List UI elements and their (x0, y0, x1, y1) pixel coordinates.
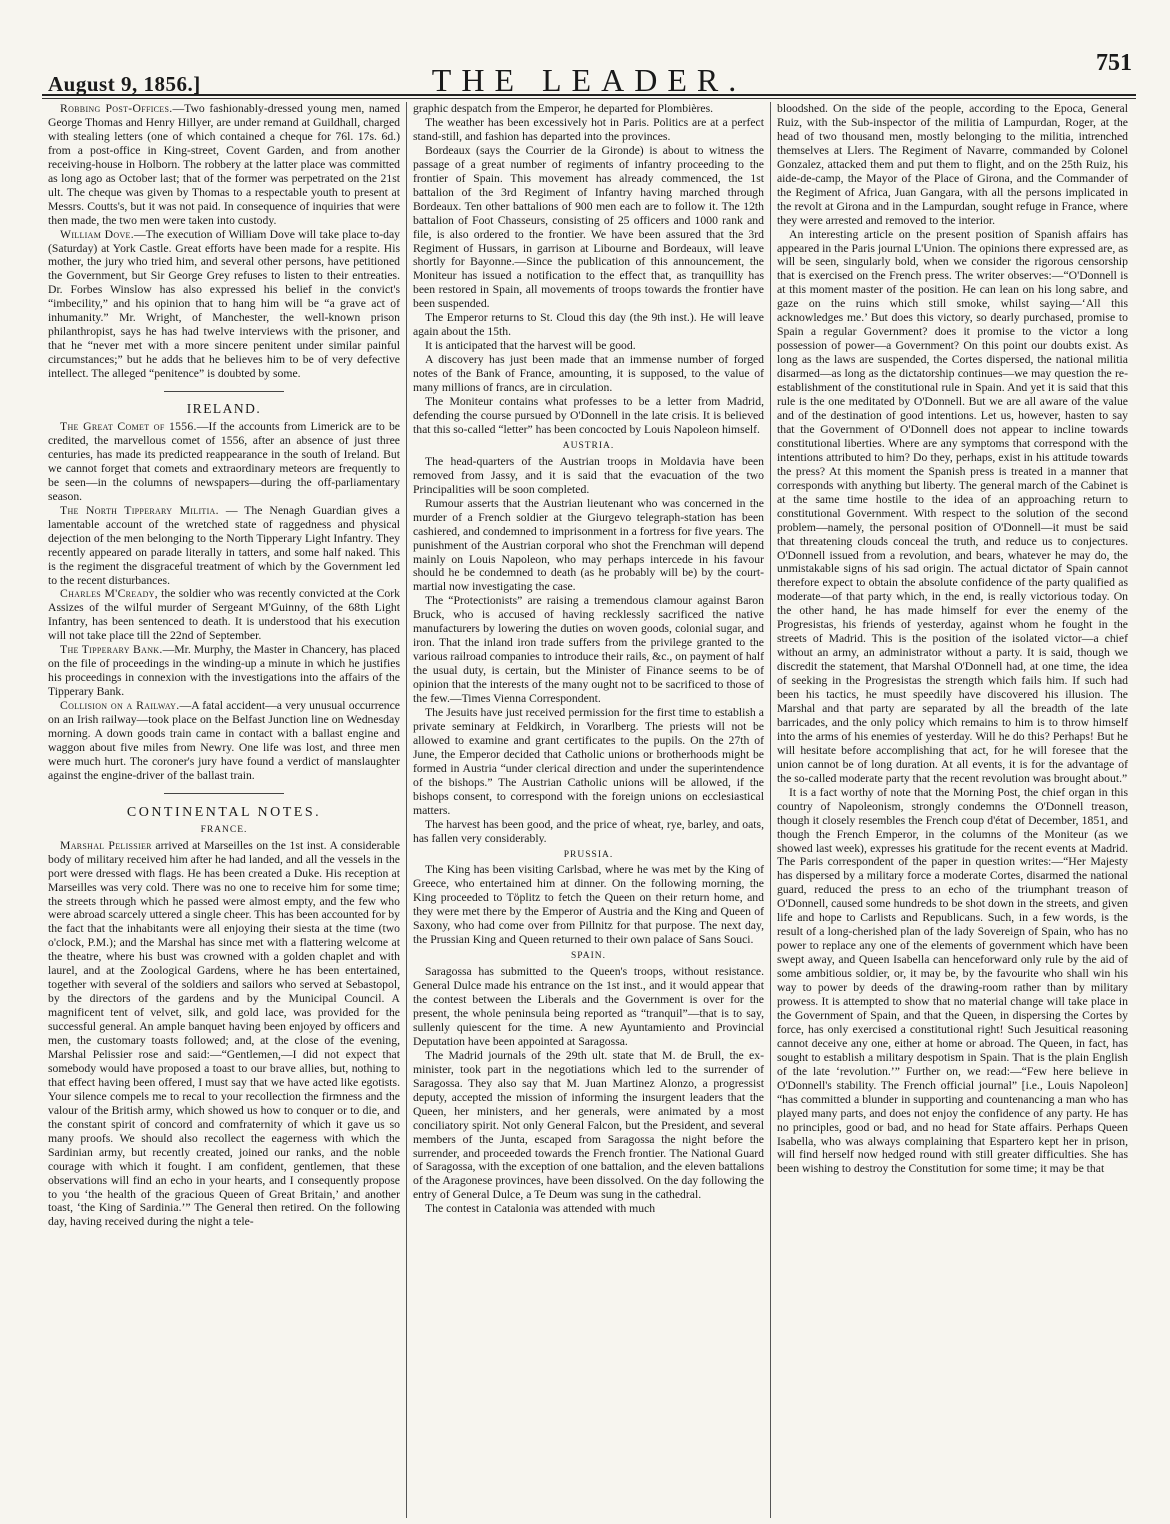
article-lead: Collision on a Railway. (60, 699, 180, 713)
article-paragraph (413, 1202, 764, 1216)
article-paragraph (413, 594, 764, 706)
masthead (42, 50, 1136, 96)
newspaper-title: THE LEADER. (431, 62, 747, 98)
article-text: It is a fact worthy of note that the Morning Post, the chief organ in this country of Napoleonism, strongly condemns the O'Donnell treason, though it closely resembles the French coup d'état of December, 1851, and though the French Emperor, in the columns of the Moniteur (as we showed last week), expresses his gratitude for the recent events at Madrid. The Paris correspondent of the paper in question writes:—“Her Majesty has dispersed by a military force a moderate Cortes, disarmed the national guard, reduced the press to an echo of the triumphant treason of O'Donnell, caused some hundreds to be shot down in the streets, and given life and hope to Carlists and Republicans. Such, in a few words, is the result of a long-cherished plan of the lady Sovereign of Spain, who has no power to replace any one of the elements of government which have been swept away, and Queen Isabella can henceforward only rule by the aid of some ambitious soldier, or, it may be, by the favourite who shall win his way to power by deeds of the drawing-room rather than by military prowess. It is attempted to show that no material change will take place in the Government of Spain, and that the Queen, in dispersing the Cortes by force, has only exercised a constitutional right! Such Jesuitical reasoning cannot deceive any one, either at home or abroad. The Queen, in fact, has sought to establish a military despotism in Spain. That is the plain English of the late ‘revolution.’” Further on, we read:—“Few here believe in O'Donnell's stability. The French official journal” [i.e., Louis Napoleon] “has committed a blunder in supporting and countenancing a man who has played many parts, and does not enjoy the confidence of any party. He has no principles, good or bad, and no head for State affairs. Perhaps Queen Isabella, who was always complaining that Espartero kept her in prison, will find herself now hedged round with still greater difficulties. She has been wishing to destroy the Constitution for some time; it may be that (777, 785, 1128, 1176)
article-text: The head-quarters of the Austrian troops in Moldavia have been removed from Jassy, and it is said that the evacuation of the two Principalities will be soon completed. (413, 454, 764, 496)
column-1 (42, 102, 406, 1518)
article-paragraph (48, 699, 400, 783)
article-text: The harvest has been good, and the price of wheat, rye, barley, and oats, has fallen very considerably. (413, 817, 764, 845)
article-paragraph (413, 1049, 764, 1202)
article-paragraph (413, 353, 764, 395)
article-paragraph (413, 311, 764, 339)
article-text: bloodshed. On the side of the people, according to the Epoca, General Ruiz, with the Sub-inspector of the militia of Lampurdan, Roger, at the head of two thousand men, mostly belonging to the militia, intrenched themselves at Llers. The Regiment of Navarre, commanded by Colonel Gonzalez, attacked them and put them to flight, and on the 25th Ruiz, his aide-de-camp, the Mayor of the Place of Girona, and the Commander of the Regiment of Africa, Juan Gangara, with all the persons implicated in the revolt at Girona and in the Lampurdan, sought refuge in France, where they were arrested and removed to the interior. (777, 102, 1128, 227)
article-paragraph (413, 965, 764, 1049)
article-text: —A fatal accident—a very unusual occurrence on an Irish railway—took place on the Belfast Junction line on Wednesday morning. A down goods train came in contact with a ballast engine and waggon about five miles from Newry. One life was lost, and three men were much hurt. The coroner's jury have found a verdict of manslaughter against the engine-driver of the ballast train. (48, 699, 400, 782)
article-paragraph (777, 102, 1128, 228)
article-lead: Robbing Post-Offices. (60, 102, 173, 115)
article-columns (42, 102, 1136, 1518)
article-paragraph (48, 228, 400, 381)
subsection-heading: FRANCE. (200, 824, 248, 835)
article-paragraph (48, 839, 400, 1230)
article-text: The weather has been excessively hot in Paris. Politics are at a perfect stand-still, and fashion has departed into the provinces. (413, 115, 764, 143)
article-text: The Emperor returns to St. Cloud this day (the 9th inst.). He will leave again about the 15th. (413, 311, 764, 339)
article-text: graphic despatch from the Emperor, he departed for Plombières. (413, 102, 714, 115)
section-heading: CONTINENTAL NOTES. (126, 804, 322, 820)
article-lead: William Dove. (60, 227, 134, 241)
page-number: 751 (1096, 50, 1132, 76)
section-heading: IRELAND. (186, 401, 262, 417)
subsection-heading: PRUSSIA. (563, 849, 614, 860)
article-text: The “Protectionists” are raising a tremendous clamour against Baron Bruck, who is accused of having recklessly sacrificed the native manufacturers by lowering the duties on woven goods, colonial sugar, and iron. That the inland iron trade suffers from the privilege granted to the various railroad companies to introduce their rails, &c., on payment of half the usual duty, is certain, but the Minister of Finance seems to be of opinion that the interests of the many ought not to be sacrificed to those of the few.—Times Vienna Correspondent. (413, 594, 764, 706)
article-paragraph (48, 643, 400, 699)
article-lead: Charles M'Cready, (60, 587, 158, 601)
article-text: The contest in Catalonia was attended with much (425, 1202, 656, 1216)
article-paragraph (777, 786, 1128, 1177)
article-text: It is anticipated that the harvest will be good. (425, 339, 636, 353)
article-text: —The execution of William Dove will take place to-day (Saturday) at York Castle. Great efforts have been made for a respite. His mother, the jury who tried him, and several other persons, have petitioned the Government, but Sir George Grey refuses to listen to their entreaties. Dr. Forbes Winslow has also expressed his belief in the convict's “imbecility,” and his opinion that to hang him will be “a grave act of inhumanity.” Mr. Wright, of Manchester, the well-known prison philanthropist, says he has had twelve interviews with the prisoner, and that he “never met with a more sincere penitent under similar painful circumstances;” but he adds that he believes him to be of very defective intellect. The alleged “penitence” is doubted by some. (48, 227, 400, 381)
article-text: The King has been visiting Carlsbad, where he was met by the King of Greece, who entertained him at dinner. On the following morning, the King proceeded to Töplitz to fetch the Queen on their return home, and they were met there by the Emperor of Austria and the King and Queen of Saxony, who had come over from Pillnitz for that purpose. The next day, the Prussian King and Queen returned to their own palace of Sans Souci. (413, 863, 764, 947)
article-paragraph (48, 587, 400, 643)
article-paragraph (777, 228, 1128, 786)
article-text: The Moniteur contains what professes to be a letter from Madrid, defending the course pursued by O'Donnell in the late crisis. It is believed that this so-called “letter” has been concocted by Louis Napoleon himself. (413, 395, 764, 436)
article-paragraph (413, 455, 764, 497)
article-lead: The Great Comet of 1556. (60, 420, 197, 434)
article-text: The Madrid journals of the 29th ult. state that M. de Brull, the ex-minister, took part in the negotiations which led to the surrender of Saragossa. They also say that M. Juan Martinez Alonzo, a progressist deputy, accepted the mission of informing the insurgent leaders that the Queen, her ministers, and her generals, were animated by a most conciliatory spirit. Not only General Falcon, but the President, and several members of the Junta, escaped from Saragossa the night before the surrender, and proceeded towards the French frontier. The National Guard of Saragossa, with the exception of one battalion, and the eleven battalions of the Aragonese provinces, have been dissolved. On the day following the entry of General Dulce, a Te Deum was sung in the cathedral. (413, 1048, 764, 1202)
article-paragraph (413, 497, 764, 595)
article-paragraph (413, 818, 764, 846)
masthead-rule (42, 98, 1136, 99)
article-text: The Jesuits have just received permission for the first time to establish a private seminary at Feldkirch, in Vorarlberg. The priests will not be allowed to examine and grant certificates to the pupils. On the 27th of June, the Emperor decided that Catholic unions or brotherhoods might be formed in Austria “under clerical direction and under the superintendence of the bishops.” The Austrian Catholic unions will be allowed, if the bishops consent, to correspond with the foreign unions on ecclesiastical matters. (413, 705, 764, 817)
column-3 (770, 102, 1134, 1518)
article-paragraph (413, 116, 764, 144)
article-lead: The North Tipperary Militia. (60, 503, 219, 517)
article-paragraph (413, 102, 764, 116)
section-divider (164, 793, 284, 794)
article-lead: Marshal Pelissier (60, 838, 152, 852)
article-text: the soldier who was recently convicted at the Cork Assizes of the wilful murder of Sergeant M'Guinny, of the 68th Light Infantry, has been sentenced to death. It is understood that his execution will not take place till the 22nd of September. (48, 587, 400, 643)
column-2 (406, 102, 770, 1518)
article-text: Rumour asserts that the Austrian lieutenant who was concerned in the murder of a French soldier at the Giurgevo telegraph-station has been cashiered, and condemned to imprisonment in a fortress for five years. The punishment of the Austrian corporal who shot the Frenchman will depend mainly on Louis Napoleon, who may perhaps intercede in his favour should he be condemned to death (as he probably will be) by the court-martial now investigating the case. (413, 496, 764, 594)
article-text: Bordeaux (says the Courrier de la Gironde) is about to witness the passage of a great number of regiments of infantry proceeding to the frontier of Spain. This movement has already commenced, the 1st battalion of the 3rd Regiment of Infantry having marched through Bordeaux. Ten other battalions of 900 men each are to follow it. The 12th battalion of Foot Chasseurs, consisting of 25 officers and 1000 rank and file, is also ordered to the frontier. We have been assured that the 3rd Regiment of Hussars, in garrison at Libourne and Bordeaux, will leave shortly for Bayonne.—Since the publication of this announcement, the Moniteur has issued a notification to the effect that, as tranquillity has been restored in Spain, all movements of troops towards the frontier have been suspended. (413, 143, 764, 311)
article-text: —If the accounts from Limerick are to be credited, the marvellous comet of 1556, after an absence of just three centuries, has made its predicted reappearance in the south of Ireland. But we cannot forget that comets and extraordinary meteors are frequently to be seen—in the columns of newspapers—during the off-parliamentary season. (48, 420, 400, 503)
article-paragraph (413, 144, 764, 311)
article-text: — The Nenagh Guardian gives a lamentable account of the wretched state of raggedness and physical dejection of the men belonging to the North Tipperary Light Infantry. They recently appeared on parade literally in tatters, and some half naked. This is the regiment the disgraceful treatment of which by the Government led to the recent disturbances. (48, 503, 400, 587)
article-paragraph (48, 102, 400, 228)
article-lead: The Tipperary Bank. (60, 643, 163, 657)
article-text: A discovery has just been made that an immense number of forged notes of the Bank of France, amounting, it is supposed, to the value of many millions of francs, are in circulation. (413, 353, 764, 395)
issue-date: August 9, 1856.] (48, 72, 201, 96)
article-text: arrived at Marseilles on the 1st inst. A considerable body of military received him after he had landed, and all the vessels in the port were dressed with flags. He has been created a Duke. His reception at Marseilles was very cold. There was no one to receive him for some time; the streets through which he passed were almost empty, and the few who were abroad scarcely uttered a single cheer. This has been accounted for by the fact that the inhabitants were all enjoying their siesta at the time (two o'clock, P.M.); and the Marshal has since met with a flattering welcome at the theatre, where his bust was crowned with a golden chaplet and with laurel, and at the Zoological Gardens, where he has been entertained, together with several of the soldiers and sailors who served at Sebastopol, by the directors of the gardens and by the Municipal Council. A magnificent tent of velvet, silk, and gold lace, was provided for the successful general. An ample banquet having been enjoyed by officers and men, the customary toasts followed; and, at the close of the evening, Marshal Pelissier rose and said:—“Gentlemen,—I did not expect that somebody would have proposed a toast to our brave allies, but, nothing to that effect having been offered, I must say that we have acted like egotists. Your silence compels me to recal to your recollection the firmness and the valour of the British army, which showed us how to conquer or to die, and the constant spirit of concord and comfraternity of which it gave us so many proofs. We should also recollect the eagerness with which the Sardinian army, but recently created, joined our ranks, and the noble courage with which it fought. I am confident, gentlemen, that these observations will find an echo in your hearts, and I consequently propose to you ‘the health of the gracious Queen of Great Britain,’ and another toast, ‘the King of Sardinia.’” The General then retired. On the following day, having received during the night a tele- (48, 838, 400, 1229)
article-text: Saragossa has submitted to the Queen's troops, without resistance. General Dulce made his entrance on the 1st inst., and it would appear that the contest between the Liberals and the Government is over for the present, the whole peninsula being reported as “tranquil”—that is to say, sullenly quiescent for the time. A new Ayuntamiento and Provincial Deputation have been appointed at Saragossa. (413, 965, 764, 1048)
article-paragraph (48, 420, 400, 504)
article-paragraph (413, 863, 764, 947)
article-text: An interesting article on the present position of Spanish affairs has appeared in the Paris journal L'Union. The opinions there expressed are, as will be seen, singularly bold, when we consider the rigorous censorship that is exercised on the French press. The writer observes:—“O'Donnell is at this moment master of the position. He can lean on his long sabre, and gaze on the ruins which still smoke, whilst saying—‘All this acknowledges me.’ But does this victory, so dearly purchased, promise to Spain a regular Government? does it promise to the victor a long possession of power—a Government? On this point our doubts exist. As long as the laws are suspended, the Cortes dispersed, the national militia disarmed—as long as the dictatorship continues—we may question the re-establishment of the constitutional rule in Spain. And yet it is said that this rule is the one meditated by O'Donnell. But we are all aware of the value and of the destination of good intentions. Let us, however, hasten to say that the Government of O'Donnell does not appear to incline towards constitutional liberties. Where are any symptoms that correspond with the intentions attributed to him? Do they, perhaps, exist in his attitude towards the press? At this moment the Spanish press is treated in a manner that corresponds with anything but liberty. The general march of the Cabinet is at the same time hostile to the idea of an approaching return to constitutional Government. With respect to the solution of the second problem—namely, the personal position of O'Donnell—it must be said that threatening clouds conceal the truth, and reduce us to conjectures. O'Donnell issued from a revolution, and bears, whatever he may do, the unmistakable signs of his sad origin. The actual dictator of Spain cannot therefore expect to obtain the absolute confidence of the party qualified as moderate—of that party which, in the end, is really victorious today. On the other hand, he has made himself for ever the enemy of the Progresistas, his friends of yesterday, against whom he fought in the streets of Madrid. This is the position of the isolated victor—a chief without an army, an administrator without a party. It is said, though we discredit the statement, that Marshal O'Donnell had, at one time, the idea of seeking in the Progresistas the strength which fails him. If such had been his tactics, he must speedily have discovered his illusion. The Marshal and that party are separated by all the breadth of the late barricades, and the only policy which remains to him is to throw himself into the arms of his enemies of yesterday. Will he do this? Perhaps! But he will hesitate before accomplishing that act, for he will foresee that the union cannot be of long duration. At all events, it is for the advantage of the so-called moderate party that the recent revolution was brought about.” (777, 227, 1128, 785)
article-text: —Two fashionably-dressed young men, named George Thomas and Henry Hillyer, are under remand at Guildhall, charged with stealing letters (one of which contained a cheque for 76l. 17s. 6d.) from a post-office in King-street, Covent Garden, and from another receiving-house in Holborn. The robbery at the latter place was committed as long ago as October last; that of the former was perpetrated on the 21st ult. The cheque was given by Thomas to a respectable youth to present at Messrs. Coutts's, but it was not paid. In consequence of inquiries that were then made, the two men were taken into custody. (48, 102, 400, 227)
subsection-heading: SPAIN. (571, 951, 606, 962)
article-paragraph (48, 504, 400, 588)
subsection-heading: AUSTRIA. (562, 440, 615, 451)
article-text: —Mr. Murphy, the Master in Chancery, has placed on the file of proceedings in the winding-up a minute in which he justifies his proceedings in connexion with the investigations into the affairs of the Tipperary Bank. (48, 643, 400, 699)
article-paragraph (413, 339, 764, 353)
article-paragraph (413, 706, 764, 818)
section-divider (164, 391, 284, 392)
article-paragraph (413, 395, 764, 437)
